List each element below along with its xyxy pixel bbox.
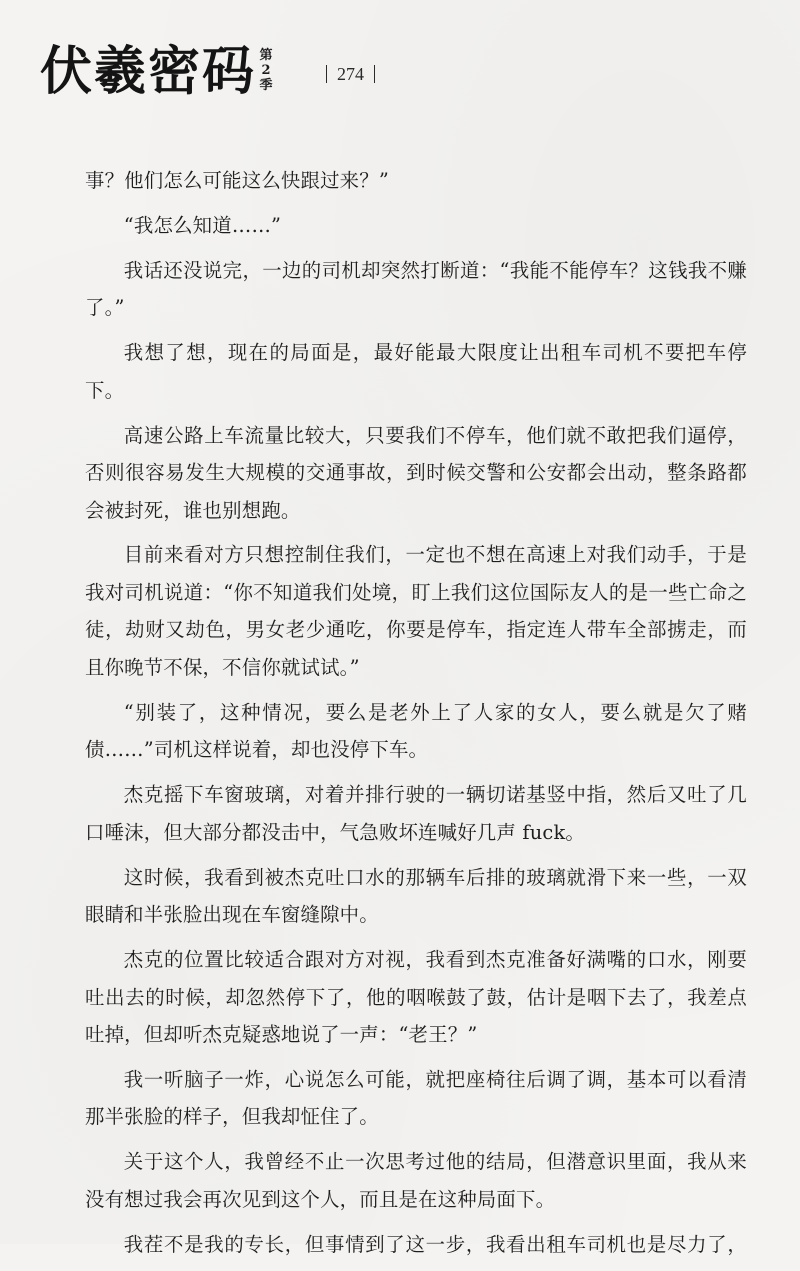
page-header (40, 40, 760, 110)
season-char-2: 2 (261, 63, 271, 78)
season-char-1: 第 (259, 48, 273, 63)
paragraph: 目前来看对方只想控制住我们，一定也不想在高速上对我们动手，于是我对司机说道：“你不知道我们处境，盯上我们这位国际友人的是一些亡命之徒，劫财又劫色，男女老少通吃，你要是停车，指定连人带车全部掳走，而且你晚节不保，不信你就试试。” (85, 543, 747, 679)
page-number-right-bar (374, 65, 375, 83)
paragraph: 我想了想，现在的局面是，最好能最大限度让出租车司机不要把车停下。 (85, 341, 747, 402)
paragraph: 这时候，我看到被杰克吐口水的那辆车后排的玻璃就滑下来一些，一双眼睛和半张脸出现在车窗缝隙中。 (85, 865, 747, 927)
paragraph: 高速公路上车流量比较大，只要我们不停车，他们就不敢把我们逼停，否则很容易发生大规模的交通事故，到时候交警和公安都会出动，整条路都会被封死，谁也别想跑。 (85, 423, 747, 522)
paragraph: 我话还没说完，一边的司机却突然打断道：“我能不能停车？这钱我不赚了。” (85, 258, 747, 320)
season-label (257, 48, 275, 93)
page-number: 274 (337, 64, 364, 84)
paragraph: 杰克摇下车窗玻璃，对着并排行驶的一辆切诺基竖中指，然后又吐了几口唾沫，但大部分都没击中，气急败坏连喊好几声 fuck。 (85, 783, 747, 844)
page-number-box (316, 62, 385, 86)
page-number-left-bar (326, 65, 327, 83)
season-char-3: 季 (259, 78, 273, 93)
paragraph: 杰克的位置比较适合跟对方对视，我看到杰克准备好满嘴的口水，刚要吐出去的时候，却忽然停下了，他的咽喉鼓了鼓，估计是咽下去了，我差点吐掉，但却听杰克疑惑地说了一声：“老王？” (85, 948, 747, 1047)
paragraph: 我一听脑子一炸，心说怎么可能，就把座椅往后调了调，基本可以看清那半张脸的样子，但我却怔住了。 (85, 1067, 747, 1129)
paragraph: “别装了，这种情况，要么是老外上了人家的女人，要么就是欠了赌债……”司机这样说着，却也没停下车。 (85, 700, 747, 762)
paragraph: 关于这个人，我曾经不止一次思考过他的结局，但潜意识里面，我从来没有想过我会再次见到这个人，而且是在这种局面下。 (85, 1150, 747, 1211)
paragraph-continuation: 事？他们怎么可能这么快跟过来？” (85, 169, 389, 192)
book-title: 伏羲密码 (40, 41, 257, 102)
paragraph: “我怎么知道……” (123, 213, 282, 237)
paragraph-last: 我茬不是我的专长，但事情到了这一步，我看出租车司机也是尽力了， (123, 1232, 747, 1256)
body-text (85, 162, 747, 1271)
